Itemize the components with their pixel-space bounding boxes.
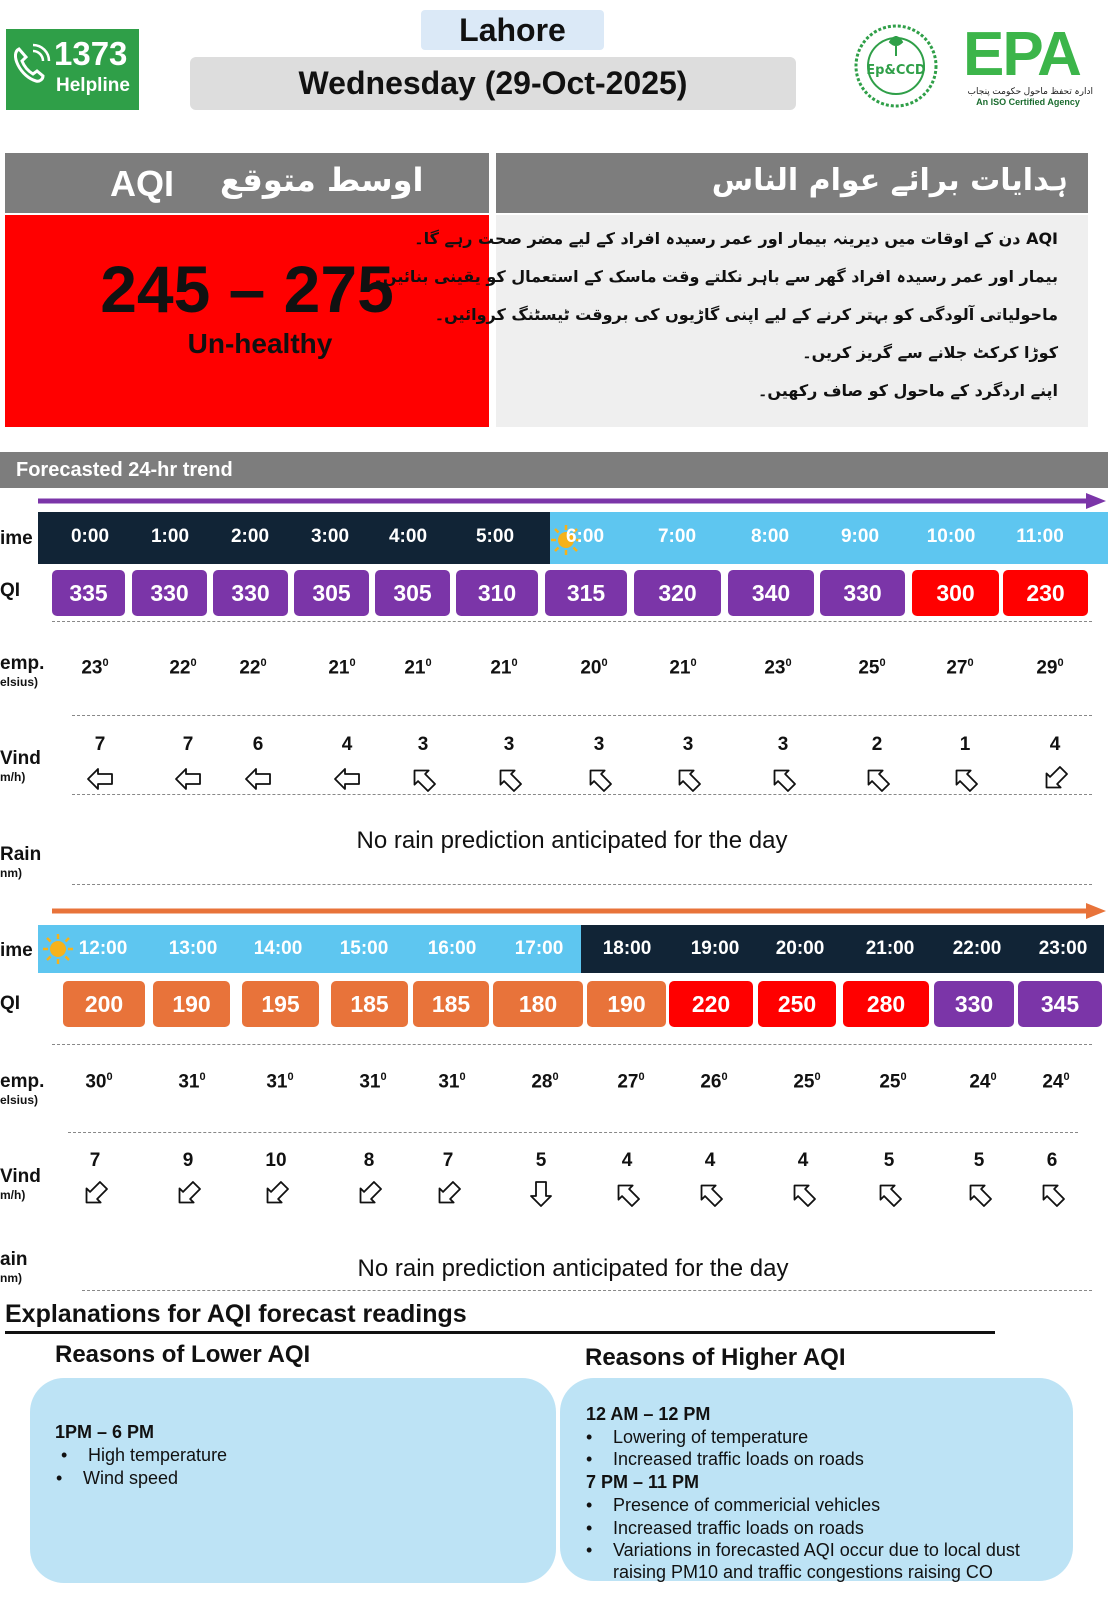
hour-aqi-value: 330 <box>820 570 905 616</box>
wind-direction-arrow-icon <box>787 1178 819 1215</box>
hour-wind-speed: 3 <box>503 734 515 755</box>
hour-time-label: 1:00 <box>150 526 190 547</box>
hour-time-label: 23:00 <box>1038 938 1088 959</box>
hour-time-label: 18:00 <box>602 938 652 959</box>
advisory-line: بیمار اور عمر رسیدہ افراد گھر سے باہر نکلتے وقت ماسک کے استعمال کو یقینی بنائیں۔ <box>373 267 1058 286</box>
hour-time-label: 21:00 <box>865 938 915 959</box>
wind-direction-arrow-icon <box>260 1178 292 1215</box>
hour-temperature: $31^0$ <box>359 1071 387 1093</box>
hour-aqi-value: 250 <box>758 981 836 1027</box>
moon-icon <box>42 518 72 554</box>
hour-time-label: 17:00 <box>514 938 564 959</box>
hour-time-label: 6:00 <box>565 526 605 547</box>
hour-aqi-value: 200 <box>63 981 145 1027</box>
hour-time-label: 7:00 <box>657 526 697 547</box>
divider <box>72 794 1092 795</box>
hour-wind-speed: 4 <box>797 1150 809 1171</box>
hour-wind-speed: 5 <box>973 1150 985 1171</box>
advisory-line: AQI دن کے اوقات میں دیرینہ بیمار اور عمر رسیدہ افراد کے لیے مضر صحت رہے گا۔ <box>414 229 1058 248</box>
hour-temperature: $27^0$ <box>617 1071 645 1093</box>
divider <box>52 621 1092 622</box>
divider <box>72 715 1092 716</box>
night-band <box>581 925 1104 973</box>
hour-wind-speed: 7 <box>442 1150 454 1171</box>
hour-temperature: $25^0$ <box>879 1071 907 1093</box>
hour-aqi-value: 185 <box>413 981 489 1027</box>
hour-aqi-value: 220 <box>669 981 753 1027</box>
hour-wind-speed: 4 <box>341 734 353 755</box>
hour-temperature: $21^0$ <box>669 657 697 679</box>
hour-wind-speed: 3 <box>417 734 429 755</box>
hour-aqi-value: 340 <box>728 570 814 616</box>
sun-icon <box>42 933 74 965</box>
hour-aqi-value: 335 <box>52 570 125 616</box>
hour-wind-speed: 2 <box>871 734 883 755</box>
hour-aqi-value: 305 <box>294 570 369 616</box>
hour-temperature: $29^0$ <box>1036 657 1064 679</box>
lower-aqi-reason: • High temperature <box>88 1445 227 1466</box>
hour-temperature: $23^0$ <box>764 657 792 679</box>
hour-aqi-value: 230 <box>1003 570 1088 616</box>
hour-aqi-value: 180 <box>493 981 583 1027</box>
aqi-label: AQI <box>110 163 175 204</box>
hour-aqi-value: 300 <box>912 570 999 616</box>
epccd-logo <box>850 22 942 115</box>
hour-temperature: $31^0$ <box>438 1071 466 1093</box>
epa-urdu-name: ادارہ تحفظ ماحول حکومت پنجاب <box>967 86 1093 96</box>
hour-aqi-value: 190 <box>153 981 230 1027</box>
hour-aqi-value: 320 <box>634 570 721 616</box>
hour-wind-speed: 6 <box>252 734 264 755</box>
wind-direction-arrow-icon <box>79 1178 111 1215</box>
row-label-wind: Vind m/h) <box>0 748 41 784</box>
hour-time-label: 20:00 <box>775 938 825 959</box>
hour-temperature: $31^0$ <box>266 1071 294 1093</box>
hour-wind-speed: 9 <box>182 1150 194 1171</box>
hour-wind-speed: 8 <box>363 1150 375 1171</box>
higher-aqi-box <box>560 1378 1073 1581</box>
hour-aqi-value: 345 <box>1018 981 1102 1027</box>
trend-header: Forecasted 24-hr trend <box>0 452 1108 488</box>
hour-wind-speed: 7 <box>182 734 194 755</box>
hour-time-label: 5:00 <box>475 526 515 547</box>
hour-time-label: 22:00 <box>952 938 1002 959</box>
hour-temperature: $31^0$ <box>178 1071 206 1093</box>
hour-time-label: 10:00 <box>926 526 976 547</box>
wind-direction-arrow-icon <box>172 1178 204 1215</box>
hour-time-label: 0:00 <box>70 526 110 547</box>
row-label-rain: ain nm) <box>0 1249 28 1285</box>
lower-aqi-box <box>30 1378 556 1583</box>
hour-temperature: $21^0$ <box>328 657 356 679</box>
no-rain-note: No rain prediction anticipated for the day <box>356 827 788 854</box>
hour-wind-speed: 6 <box>1046 1150 1058 1171</box>
wind-direction-arrow-icon <box>432 1178 464 1215</box>
hour-aqi-value: 280 <box>843 981 929 1027</box>
aqi-label-urdu: اوسط متوقع <box>220 161 424 199</box>
epccd-logo-text: Ep&CCD <box>866 63 926 78</box>
advisory-title: ہدایات برائے عوام الناس <box>711 163 1068 198</box>
lower-aqi-title: Reasons of Lower AQI <box>55 1341 311 1368</box>
hour-temperature: $24^0$ <box>1042 1071 1070 1093</box>
hour-wind-speed: 4 <box>621 1150 633 1171</box>
hour-aqi-value: 310 <box>456 570 538 616</box>
purple-timeline-arrow <box>38 491 1108 511</box>
higher-aqi-period: 12 AM – 12 PM <box>586 1404 711 1424</box>
row-label-time: ime <box>0 528 33 549</box>
higher-aqi-reason: • Presence of commericial vehicles <box>613 1495 880 1516</box>
phone-icon <box>11 43 51 87</box>
hour-time-label: 2:00 <box>230 526 270 547</box>
advisory-line: ماحولیاتی آلودگی کو بہتر کرنے کے لیے اپنی گاڑیوں کی بروقت ٹیسٹنگ کروائیں۔ <box>434 305 1058 324</box>
hour-temperature: $21^0$ <box>490 657 518 679</box>
divider <box>82 1290 1092 1291</box>
hour-time-label: 3:00 <box>310 526 350 547</box>
epa-iso-label: An ISO Certified Agency <box>976 97 1080 107</box>
wind-direction-arrow-icon <box>353 1178 385 1215</box>
hour-time-label: 11:00 <box>1016 526 1064 547</box>
explanations-rule <box>5 1331 995 1334</box>
explanations-title: Explanations for AQI forecast readings <box>5 1300 467 1328</box>
row-label-rain: Rain nm) <box>0 844 42 880</box>
hour-temperature: $28^0$ <box>531 1071 559 1093</box>
advisory-line: کوڑا کرکٹ جلانے سے گریز کریں۔ <box>802 343 1058 362</box>
hour-wind-speed: 1 <box>959 734 971 755</box>
hour-wind-speed: 4 <box>1049 734 1061 755</box>
lower-aqi-period: 1PM – 6 PM <box>55 1422 155 1442</box>
hour-temperature: $25^0$ <box>793 1071 821 1093</box>
wind-direction-arrow-icon <box>525 1178 557 1215</box>
lower-aqi-reason: • Wind speed <box>83 1468 178 1489</box>
hour-temperature: $23^0$ <box>81 657 109 679</box>
advisory-box <box>373 215 1088 427</box>
higher-aqi-period: 7 PM – 11 PM <box>586 1472 700 1492</box>
hour-temperature: $24^0$ <box>969 1071 997 1093</box>
hour-time-label: 4:00 <box>388 526 428 547</box>
hour-time-label: 13:00 <box>168 938 218 959</box>
helpline-number: 1373 <box>54 35 128 72</box>
hour-wind-speed: 3 <box>682 734 694 755</box>
hour-temperature: $22^0$ <box>239 657 267 679</box>
hour-time-label: 16:00 <box>427 938 477 959</box>
row-label-temp: emp. elsius) <box>0 1071 45 1107</box>
hour-temperature: $25^0$ <box>858 657 886 679</box>
hour-wind-speed: 4 <box>704 1150 716 1171</box>
hour-aqi-value: 305 <box>375 570 450 616</box>
forecast-date: Wednesday (29-Oct-2025) <box>190 57 796 110</box>
higher-aqi-title: Reasons of Higher AQI <box>585 1344 846 1371</box>
hour-temperature: $20^0$ <box>580 657 608 679</box>
row-label-wind: Vind m/h) <box>0 1166 41 1202</box>
hour-aqi-value: 330 <box>132 570 207 616</box>
divider <box>68 1132 1078 1133</box>
hour-temperature: $27^0$ <box>946 657 974 679</box>
city-title: Lahore <box>421 10 604 50</box>
wind-direction-arrow-icon <box>611 1178 643 1215</box>
hour-temperature: $26^0$ <box>700 1071 728 1093</box>
divider <box>52 1044 1092 1045</box>
row-label-aqi: QI <box>0 580 21 601</box>
hour-time-label: 14:00 <box>253 938 303 959</box>
helpline-badge <box>6 29 139 110</box>
epa-logo <box>963 20 1093 107</box>
hour-time-label: 12:00 <box>78 938 128 959</box>
helpline-label: Helpline <box>56 75 130 96</box>
hour-wind-speed: 7 <box>94 734 106 755</box>
hour-aqi-value: 195 <box>242 981 319 1027</box>
no-rain-note: No rain prediction anticipated for the day <box>357 1255 789 1282</box>
hour-aqi-value: 190 <box>587 981 666 1027</box>
row-label-time: ime <box>0 940 33 961</box>
aqi-summary-header <box>5 153 489 213</box>
advisory-header <box>496 153 1088 213</box>
aqi-range: 245 – 275 <box>100 252 394 326</box>
hour-time-label: 9:00 <box>840 526 880 547</box>
orange-timeline-arrow <box>52 901 1108 921</box>
wind-direction-arrow-icon <box>873 1178 905 1215</box>
wind-direction-arrow-icon <box>694 1178 726 1215</box>
hour-temperature: $22^0$ <box>169 657 197 679</box>
hour-aqi-value: 315 <box>545 570 627 616</box>
hour-aqi-value: 330 <box>213 570 288 616</box>
divider <box>72 884 1092 885</box>
hour-wind-speed: 3 <box>593 734 605 755</box>
higher-aqi-reason-cont: raising PM10 and traffic congestions raising CO <box>613 1562 993 1582</box>
epa-logo-text: EPA <box>963 20 1080 89</box>
night-band <box>38 512 550 564</box>
wind-direction-arrow-icon <box>1036 1178 1068 1215</box>
wind-direction-arrow-icon <box>963 1178 995 1215</box>
hour-wind-speed: 7 <box>89 1150 101 1171</box>
hour-wind-speed: 5 <box>883 1150 895 1171</box>
row-label-aqi: QI <box>0 993 21 1014</box>
aqi-category: Un-healthy <box>187 328 333 359</box>
hour-wind-speed: 3 <box>777 734 789 755</box>
row-label-temp: emp. elsius) <box>0 653 45 689</box>
hour-time-label: 15:00 <box>339 938 389 959</box>
epccd-emblem-icon <box>850 22 942 110</box>
hour-time-label: 8:00 <box>750 526 790 547</box>
higher-aqi-reason: • Increased traffic loads on roads <box>613 1449 864 1470</box>
hour-temperature: $30^0$ <box>85 1071 113 1093</box>
hour-aqi-value: 330 <box>934 981 1014 1027</box>
higher-aqi-reason: • Increased traffic loads on roads <box>613 1518 864 1539</box>
higher-aqi-reason: • Variations in forecasted AQI occur due to local dust <box>613 1540 1020 1561</box>
advisory-line: اپنے اردگرد کے ماحول کو صاف رکھیں۔ <box>757 381 1058 400</box>
hour-wind-speed: 5 <box>535 1150 547 1171</box>
hour-temperature: $21^0$ <box>404 657 432 679</box>
hour-aqi-value: 185 <box>331 981 408 1027</box>
hour-time-label: 19:00 <box>690 938 740 959</box>
hour-wind-speed: 10 <box>265 1150 287 1171</box>
higher-aqi-reason: • Lowering of temperature <box>613 1427 808 1448</box>
